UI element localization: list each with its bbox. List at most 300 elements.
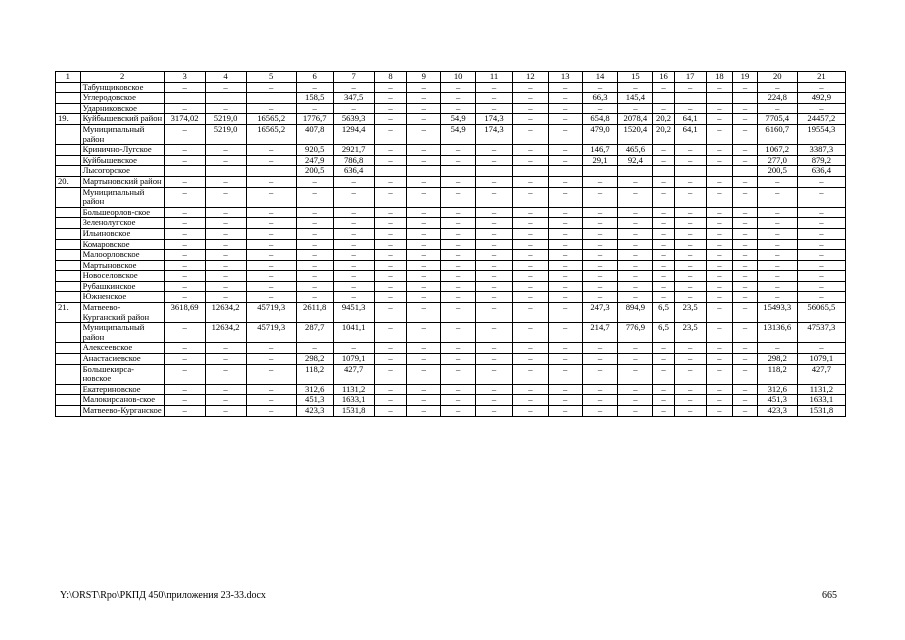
table-cell: –	[733, 364, 758, 384]
table-cell: –	[618, 250, 653, 261]
table-cell: –	[164, 228, 205, 239]
table-cell: –	[706, 207, 733, 218]
table-cell: –	[757, 281, 797, 292]
row-number-cell	[56, 207, 81, 218]
table-cell: –	[407, 406, 441, 417]
table-cell: –	[296, 103, 333, 114]
table-row	[56, 364, 846, 384]
table-cell: –	[548, 239, 582, 250]
table-cell: –	[797, 207, 845, 218]
table-cell: –	[374, 260, 407, 271]
table-cell: –	[333, 103, 374, 114]
table-row	[56, 207, 846, 218]
table-cell: –	[706, 114, 733, 125]
row-number-cell: 20.	[56, 176, 81, 187]
table-cell: –	[757, 176, 797, 187]
table-cell: 118,2	[296, 364, 333, 384]
table-cell: –	[407, 187, 441, 207]
table-cell: –	[706, 218, 733, 229]
table-cell: 636,4	[333, 166, 374, 177]
table-cell: –	[706, 364, 733, 384]
table-cell: –	[706, 103, 733, 114]
table-cell: –	[582, 343, 618, 354]
table-cell: –	[164, 124, 205, 144]
table-cell: –	[333, 281, 374, 292]
table-cell: 12634,2	[205, 323, 246, 343]
table-cell: –	[407, 292, 441, 303]
row-number-cell	[56, 93, 81, 104]
column-header: 18	[706, 72, 733, 83]
row-name-cell: Лысогорское	[80, 166, 164, 177]
table-cell: –	[733, 207, 758, 218]
table-cell: –	[674, 228, 706, 239]
table-cell: –	[374, 103, 407, 114]
table-cell: –	[797, 103, 845, 114]
row-number-cell	[56, 250, 81, 261]
table-cell: 6160,7	[757, 124, 797, 144]
table-cell: –	[618, 187, 653, 207]
table-cell: –	[706, 260, 733, 271]
table-cell: –	[374, 384, 407, 395]
table-cell: –	[164, 103, 205, 114]
table-cell: –	[246, 155, 296, 166]
table-cell: –	[476, 82, 513, 93]
table-cell: –	[674, 82, 706, 93]
table-cell: –	[653, 176, 675, 187]
table-cell: –	[548, 406, 582, 417]
table-cell: –	[757, 250, 797, 261]
row-name-cell: Углеродовское	[80, 93, 164, 104]
table-cell	[618, 166, 653, 177]
table-cell: 636,4	[797, 166, 845, 177]
table-cell: –	[733, 250, 758, 261]
table-cell: 1633,1	[333, 395, 374, 406]
table-cell: –	[582, 228, 618, 239]
table-cell: –	[653, 354, 675, 365]
table-cell: –	[618, 292, 653, 303]
row-name-cell: Ударниковское	[80, 103, 164, 114]
table-cell	[407, 166, 441, 177]
table-row	[56, 93, 846, 104]
table-cell: –	[333, 250, 374, 261]
table-cell: 347,5	[333, 93, 374, 104]
table-cell: 13136,6	[757, 323, 797, 343]
table-cell: –	[653, 145, 675, 156]
table-cell: –	[548, 187, 582, 207]
table-cell	[164, 166, 205, 177]
table-cell	[441, 166, 476, 177]
table-cell: –	[797, 250, 845, 261]
table-cell: 19554,3	[797, 124, 845, 144]
row-number-cell	[56, 354, 81, 365]
table-cell: –	[441, 354, 476, 365]
table-cell: –	[797, 218, 845, 229]
table-cell: –	[706, 303, 733, 323]
table-cell: –	[582, 354, 618, 365]
table-cell: –	[674, 281, 706, 292]
table-cell: 45719,3	[246, 323, 296, 343]
table-cell: –	[582, 250, 618, 261]
table-cell: –	[296, 218, 333, 229]
table-cell: 3387,3	[797, 145, 845, 156]
table-cell: –	[246, 281, 296, 292]
table-cell: –	[674, 155, 706, 166]
table-cell: –	[618, 218, 653, 229]
table-cell: –	[441, 271, 476, 282]
table-cell: –	[296, 343, 333, 354]
table-cell: –	[441, 406, 476, 417]
table-cell: 1531,8	[797, 406, 845, 417]
table-cell: –	[706, 145, 733, 156]
table-cell: –	[618, 176, 653, 187]
table-cell: –	[441, 207, 476, 218]
row-number-cell	[56, 145, 81, 156]
column-header: 15	[618, 72, 653, 83]
table-cell: –	[733, 187, 758, 207]
table-cell: –	[733, 124, 758, 144]
row-name-cell: Куйбышевское	[80, 155, 164, 166]
table-cell: –	[674, 292, 706, 303]
table-cell: –	[733, 292, 758, 303]
table-cell: –	[441, 82, 476, 93]
table-cell: –	[653, 207, 675, 218]
table-cell: –	[706, 228, 733, 239]
table-cell: 7705,4	[757, 114, 797, 125]
table-cell: –	[706, 82, 733, 93]
table-cell: 287,7	[296, 323, 333, 343]
table-cell: –	[733, 218, 758, 229]
table-cell: –	[618, 395, 653, 406]
table-cell: –	[476, 343, 513, 354]
table-cell: –	[653, 260, 675, 271]
table-cell: –	[441, 260, 476, 271]
row-number-cell	[56, 271, 81, 282]
table-cell: –	[548, 343, 582, 354]
table-cell: –	[582, 384, 618, 395]
table-cell: 24457,2	[797, 114, 845, 125]
row-number-cell	[56, 260, 81, 271]
table-cell: –	[476, 271, 513, 282]
table-cell: –	[706, 187, 733, 207]
table-cell: –	[582, 207, 618, 218]
table-cell: –	[407, 228, 441, 239]
table-row	[56, 82, 846, 93]
table-cell: –	[333, 218, 374, 229]
table-row	[56, 103, 846, 114]
column-header: 20	[757, 72, 797, 83]
column-header: 9	[407, 72, 441, 83]
table-cell: –	[374, 176, 407, 187]
row-number-cell	[56, 82, 81, 93]
table-cell	[164, 93, 205, 104]
table-cell: –	[706, 155, 733, 166]
table-cell: –	[733, 103, 758, 114]
table-cell: –	[757, 228, 797, 239]
table-cell: –	[512, 260, 548, 271]
table-cell: –	[407, 260, 441, 271]
table-cell: –	[618, 364, 653, 384]
table-cell: 479,0	[582, 124, 618, 144]
table-cell: –	[333, 260, 374, 271]
table-row	[56, 323, 846, 343]
table-cell: –	[674, 207, 706, 218]
table-cell: –	[476, 395, 513, 406]
table-cell: –	[797, 281, 845, 292]
table-row	[56, 260, 846, 271]
table-cell: –	[407, 145, 441, 156]
table-cell: –	[441, 103, 476, 114]
table-cell: 54,9	[441, 114, 476, 125]
table-cell: –	[582, 187, 618, 207]
table-cell: 5219,0	[205, 114, 246, 125]
table-cell: –	[407, 103, 441, 114]
table-cell	[674, 166, 706, 177]
table-cell	[733, 93, 758, 104]
table-row	[56, 292, 846, 303]
table-cell: –	[757, 260, 797, 271]
row-name-cell: Новоселовское	[80, 271, 164, 282]
table-cell: –	[164, 145, 205, 156]
page-number: 665	[822, 590, 837, 601]
table-cell: –	[476, 155, 513, 166]
table-cell: –	[512, 228, 548, 239]
table-cell: –	[512, 103, 548, 114]
table-cell: –	[205, 281, 246, 292]
table-cell: 312,6	[296, 384, 333, 395]
table-cell: –	[296, 82, 333, 93]
table-cell: –	[582, 260, 618, 271]
row-name-cell: Екатериновское	[80, 384, 164, 395]
table-cell: 423,3	[757, 406, 797, 417]
table-cell: –	[374, 187, 407, 207]
row-name-cell: Мартыновское	[80, 260, 164, 271]
table-cell: –	[757, 343, 797, 354]
table-cell: –	[441, 292, 476, 303]
table-cell: –	[333, 187, 374, 207]
table-cell: –	[582, 281, 618, 292]
table-cell: –	[205, 207, 246, 218]
table-cell: –	[512, 343, 548, 354]
row-name-cell: Малокирсанов-ское	[80, 395, 164, 406]
table-cell: –	[246, 228, 296, 239]
table-cell: –	[246, 207, 296, 218]
table-cell: –	[441, 145, 476, 156]
table-cell: 66,3	[582, 93, 618, 104]
table-cell: –	[333, 82, 374, 93]
table-cell: 423,3	[296, 406, 333, 417]
row-number-cell	[56, 228, 81, 239]
table-cell: –	[476, 303, 513, 323]
table-cell: –	[674, 395, 706, 406]
table-cell	[476, 166, 513, 177]
table-cell: –	[407, 82, 441, 93]
row-number-cell	[56, 239, 81, 250]
table-cell: –	[374, 395, 407, 406]
table-cell: –	[706, 354, 733, 365]
table-cell: –	[706, 124, 733, 144]
table-cell	[246, 166, 296, 177]
table-cell: –	[205, 260, 246, 271]
table-cell: –	[512, 364, 548, 384]
table-cell: –	[476, 187, 513, 207]
table-cell: –	[441, 187, 476, 207]
table-cell: –	[674, 176, 706, 187]
table-cell: –	[733, 384, 758, 395]
row-name-cell: Мартыновский район	[80, 176, 164, 187]
table-cell: 312,6	[757, 384, 797, 395]
table-cell: –	[333, 176, 374, 187]
table-cell: –	[476, 145, 513, 156]
table-cell: –	[441, 395, 476, 406]
row-name-cell: Муниципальный район	[80, 187, 164, 207]
table-cell: –	[548, 145, 582, 156]
row-number-cell	[56, 292, 81, 303]
table-cell: –	[548, 271, 582, 282]
table-cell: –	[653, 250, 675, 261]
row-number-cell	[56, 384, 81, 395]
table-cell: –	[674, 103, 706, 114]
table-cell: –	[374, 155, 407, 166]
table-cell: –	[582, 292, 618, 303]
column-header: 6	[296, 72, 333, 83]
row-name-cell: Малоорловское	[80, 250, 164, 261]
table-cell: –	[653, 187, 675, 207]
table-cell: –	[618, 207, 653, 218]
table-cell: –	[548, 103, 582, 114]
table-cell: –	[296, 187, 333, 207]
row-name-cell: Муниципальный район	[80, 124, 164, 144]
table-cell: –	[512, 155, 548, 166]
table-cell: –	[205, 354, 246, 365]
table-cell: –	[205, 395, 246, 406]
table-cell: –	[205, 228, 246, 239]
table-cell: –	[407, 114, 441, 125]
table-row	[56, 354, 846, 365]
table-cell: 879,2	[797, 155, 845, 166]
table-cell: –	[548, 207, 582, 218]
table-cell: 1131,2	[797, 384, 845, 395]
table-cell: –	[374, 93, 407, 104]
table-cell: –	[476, 250, 513, 261]
row-name-cell: Рубашкинское	[80, 281, 164, 292]
table-cell: –	[706, 343, 733, 354]
column-header: 10	[441, 72, 476, 83]
row-name-cell: Матвеево-Курганское	[80, 406, 164, 417]
table-cell: –	[548, 124, 582, 144]
table-cell: –	[164, 82, 205, 93]
table-cell: –	[618, 260, 653, 271]
table-cell: –	[653, 271, 675, 282]
table-cell: –	[548, 82, 582, 93]
table-cell: 5639,3	[333, 114, 374, 125]
table-cell: –	[757, 239, 797, 250]
table-cell: –	[512, 292, 548, 303]
table-cell: 224,8	[757, 93, 797, 104]
row-number-cell	[56, 395, 81, 406]
table-cell: 407,8	[296, 124, 333, 144]
table-cell: –	[706, 384, 733, 395]
table-cell: –	[582, 271, 618, 282]
table-cell: –	[653, 155, 675, 166]
table-cell: –	[674, 145, 706, 156]
table-cell: –	[582, 218, 618, 229]
row-number-cell	[56, 323, 81, 343]
column-header: 16	[653, 72, 675, 83]
table-row	[56, 239, 846, 250]
table-cell: –	[246, 343, 296, 354]
row-name-cell: Ильиновское	[80, 228, 164, 239]
table-row	[56, 271, 846, 282]
table-cell: –	[205, 292, 246, 303]
table-cell	[246, 93, 296, 104]
table-cell: 15493,3	[757, 303, 797, 323]
table-cell: –	[653, 239, 675, 250]
table-row	[56, 114, 846, 125]
table-cell: –	[548, 323, 582, 343]
table-cell: –	[674, 384, 706, 395]
table-cell: –	[706, 395, 733, 406]
table-cell: –	[582, 239, 618, 250]
table-cell: –	[333, 239, 374, 250]
table-cell: 654,8	[582, 114, 618, 125]
table-cell: –	[296, 292, 333, 303]
table-cell: –	[441, 364, 476, 384]
table-cell: –	[733, 260, 758, 271]
table-cell: –	[164, 281, 205, 292]
table-cell: –	[733, 281, 758, 292]
table-cell: 146,7	[582, 145, 618, 156]
table-cell: –	[548, 260, 582, 271]
table-cell: –	[164, 271, 205, 282]
table-cell: 1041,1	[333, 323, 374, 343]
table-cell: 451,3	[296, 395, 333, 406]
table-row	[56, 250, 846, 261]
table-cell: –	[653, 343, 675, 354]
table-cell: –	[441, 303, 476, 323]
table-cell	[706, 166, 733, 177]
table-cell: 465,6	[618, 145, 653, 156]
table-cell: –	[164, 323, 205, 343]
table-cell: 1131,2	[333, 384, 374, 395]
table-cell: –	[246, 250, 296, 261]
table-cell: –	[548, 155, 582, 166]
table-cell: 9451,3	[333, 303, 374, 323]
table-cell: –	[333, 228, 374, 239]
table-cell: 16565,2	[246, 124, 296, 144]
table-cell: 20,2	[653, 114, 675, 125]
table-cell: –	[374, 354, 407, 365]
table-cell: –	[512, 271, 548, 282]
table-cell: –	[374, 218, 407, 229]
table-cell: 29,1	[582, 155, 618, 166]
row-number-cell	[56, 103, 81, 114]
table-cell: 786,8	[333, 155, 374, 166]
table-cell: –	[246, 239, 296, 250]
table-row	[56, 218, 846, 229]
table-cell: –	[548, 395, 582, 406]
table-row	[56, 406, 846, 417]
row-name-cell: Куйбышевский район	[80, 114, 164, 125]
column-header: 3	[164, 72, 205, 83]
table-cell: –	[706, 281, 733, 292]
table-cell: –	[674, 250, 706, 261]
table-cell: –	[374, 323, 407, 343]
table-cell: –	[797, 176, 845, 187]
row-number-cell: 21.	[56, 303, 81, 323]
table-cell: –	[476, 281, 513, 292]
row-name-cell: Анастасиевское	[80, 354, 164, 365]
column-header: 13	[548, 72, 582, 83]
